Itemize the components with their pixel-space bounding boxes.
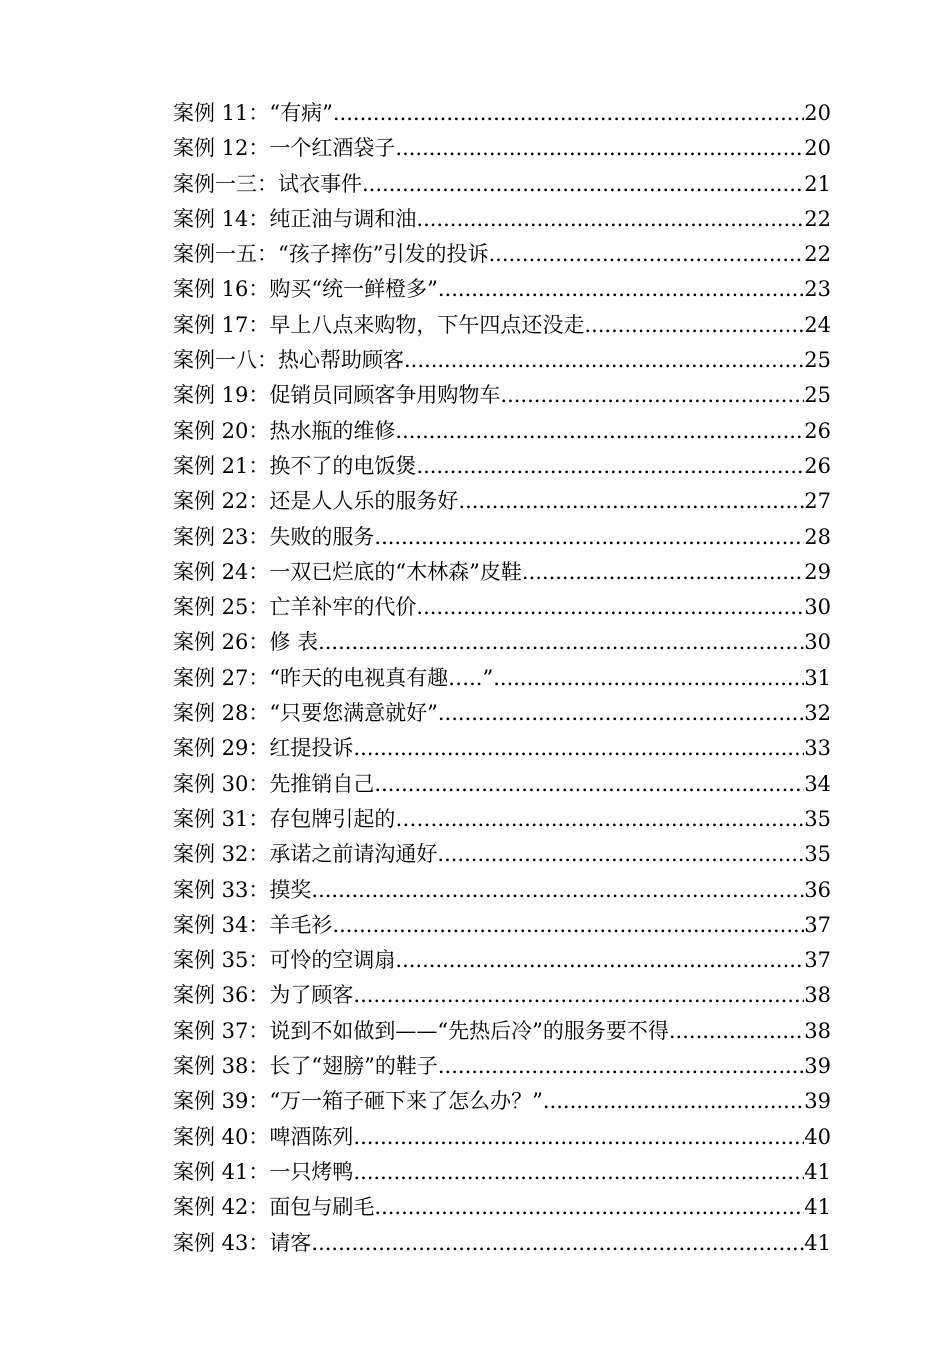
toc-dot-leader — [311, 873, 804, 908]
toc-entry-page-number: 26 — [804, 418, 831, 443]
toc-dot-leader — [669, 1014, 804, 1049]
toc-entry[interactable] — [173, 237, 831, 272]
toc-dot-leader — [438, 272, 804, 307]
toc-entry[interactable] — [173, 272, 831, 307]
toc-entry-page-number: 33 — [804, 736, 831, 761]
toc-entry-page-number: 26 — [804, 453, 831, 478]
toc-entry-page-number: 27 — [804, 489, 831, 514]
toc-entry-title: 案例 16：购买“统一鲜橙多” — [173, 277, 438, 302]
toc-entry[interactable] — [173, 978, 831, 1013]
toc-dot-leader — [353, 731, 804, 766]
toc-dot-leader — [584, 308, 804, 343]
toc-entry-title: 案例 14：纯正油与调和油 — [173, 206, 417, 231]
toc-entry[interactable] — [173, 696, 831, 731]
toc-entry-page-number: 35 — [804, 842, 831, 867]
toc-dot-leader — [395, 414, 804, 449]
toc-dot-leader — [437, 837, 804, 872]
toc-dot-leader — [353, 1155, 804, 1190]
toc-dot-leader — [438, 696, 804, 731]
toc-entry-title: 案例 30：先推销自己 — [173, 771, 375, 796]
toc-entry[interactable] — [173, 625, 831, 660]
toc-entry[interactable] — [173, 731, 831, 766]
toc-entry-page-number: 37 — [804, 948, 831, 973]
toc-entry-title: 案例 26：修 表 — [173, 630, 319, 655]
toc-entry-page-number: 25 — [804, 348, 831, 373]
toc-entry-page-number: 41 — [804, 1195, 831, 1220]
toc-entry[interactable] — [173, 96, 831, 131]
toc-entry-page-number: 41 — [804, 1230, 831, 1255]
toc-dot-leader — [522, 555, 804, 590]
toc-entry-title: 案例 31：存包牌引起的…… — [173, 806, 438, 831]
toc-dot-leader — [493, 661, 804, 696]
toc-entry[interactable] — [173, 661, 831, 696]
toc-entry[interactable] — [173, 308, 831, 343]
toc-dot-leader — [416, 449, 804, 484]
toc-dot-leader — [500, 378, 804, 413]
toc-entry[interactable] — [173, 1049, 831, 1084]
toc-entry-page-number: 39 — [804, 1054, 831, 1079]
toc-dot-leader — [458, 484, 804, 519]
toc-entry-title: 案例 24：一双已烂底的“木林森”皮鞋 — [173, 559, 522, 584]
toc-entry-page-number: 30 — [804, 595, 831, 620]
toc-entry[interactable] — [173, 873, 831, 908]
toc-entry[interactable] — [173, 202, 831, 237]
toc-entry-page-number: 38 — [804, 1018, 831, 1043]
toc-entry[interactable] — [173, 590, 831, 625]
toc-entry-page-number: 21 — [804, 171, 831, 196]
toc-entry-page-number: 20 — [804, 101, 831, 125]
toc-dot-leader — [416, 590, 804, 625]
toc-dot-leader — [362, 167, 804, 202]
toc-entry-title: 案例 28：“只要您满意就好” — [173, 701, 438, 726]
toc-entry-title: 案例 23：失败的服务 — [173, 524, 375, 549]
toc-dot-leader — [395, 943, 804, 978]
toc-entry[interactable] — [173, 343, 831, 378]
toc-entry[interactable] — [173, 1226, 831, 1261]
toc-entry-page-number: 39 — [804, 1089, 831, 1114]
toc-entry-title: 案例 25：亡羊补牢的代价 — [173, 595, 417, 620]
toc-entry-title: 案例 33：摸奖 — [173, 877, 312, 902]
toc-entry-title: 案例 35：可怜的空调扇 — [173, 948, 396, 973]
toc-entry-page-number: 24 — [804, 312, 831, 337]
toc-entry-page-number: 41 — [804, 1159, 831, 1184]
toc-entry[interactable] — [173, 1190, 831, 1225]
toc-dot-leader — [311, 1226, 804, 1261]
toc-entry-title: 案例 32：承诺之前请沟通好 — [173, 842, 438, 867]
toc-entry-title: 案例 22：还是人人乐的服务好 — [173, 489, 459, 514]
toc-entry-title: 案例 39：“万一箱子砸下来了怎么办？” — [173, 1089, 543, 1114]
toc-entry-page-number: 36 — [804, 877, 831, 902]
toc-entry-page-number: 23 — [804, 277, 831, 302]
toc-entry-title: 案例 17：早上八点来购物，下午四点还没走 — [173, 312, 585, 337]
toc-dot-leader — [438, 1049, 804, 1084]
toc-entry-page-number: 37 — [804, 912, 831, 937]
toc-entry[interactable] — [173, 837, 831, 872]
toc-entry[interactable] — [173, 1084, 831, 1119]
toc-entry[interactable] — [173, 555, 831, 590]
toc-entry-title: 案例 37：说到不如做到——“先热后冷”的服务要不得 — [173, 1018, 669, 1043]
toc-dot-leader — [404, 343, 804, 378]
toc-entry-page-number: 34 — [804, 771, 831, 796]
toc-entry-page-number: 40 — [804, 1124, 831, 1149]
toc-entry-title: 案例 42：面包与刷毛 — [173, 1195, 375, 1220]
toc-entry-page-number: 28 — [804, 524, 831, 549]
toc-entry-page-number: 35 — [804, 806, 831, 831]
toc-entry-page-number: 29 — [804, 559, 831, 584]
toc-entry[interactable] — [173, 802, 831, 837]
toc-dot-leader — [333, 96, 804, 131]
toc-entry-title: 案例 36：为了顾客 — [173, 983, 354, 1008]
toc-entry-page-number: 22 — [804, 206, 831, 231]
toc-dot-leader — [416, 202, 804, 237]
toc-entry-title: 案例 21：换不了的电饭煲 — [173, 453, 417, 478]
toc-dot-leader — [543, 1084, 804, 1119]
toc-dot-leader — [395, 131, 804, 166]
toc-entry[interactable] — [173, 1120, 831, 1155]
toc-dot-leader — [488, 237, 804, 272]
toc-entry-title: 案例 20：热水瓶的维修 — [173, 418, 396, 443]
toc-entry-page-number: 32 — [804, 701, 831, 726]
toc-entry[interactable] — [173, 943, 831, 978]
toc-dot-leader — [374, 1190, 804, 1225]
toc-entry-page-number: 20 — [804, 136, 831, 161]
toc-entry-title: 案例 34：羊毛衫 — [173, 912, 333, 937]
toc-dot-leader — [353, 978, 804, 1013]
toc-entry-title: 案例一三：试衣事件 — [173, 171, 362, 196]
toc-entry[interactable] — [173, 449, 831, 484]
toc-dot-leader — [437, 802, 804, 837]
toc-dot-leader — [374, 520, 804, 555]
toc-dot-leader — [374, 767, 804, 802]
toc-entry-page-number: 22 — [804, 242, 831, 267]
toc-entry[interactable] — [173, 908, 831, 943]
toc-dot-leader — [332, 908, 804, 943]
toc-entry[interactable] — [173, 767, 831, 802]
toc-entry-page-number: 25 — [804, 383, 831, 408]
toc-entry[interactable] — [173, 131, 831, 166]
toc-entry-title: 案例 27：“昨天的电视真有趣…..” — [173, 665, 494, 690]
toc-entry-title: 案例一八：热心帮助顾客 — [173, 348, 404, 373]
toc-entry-title: 案例一五：“孩子摔伤”引发的投诉 — [173, 242, 489, 267]
toc-entry-page-number: 30 — [804, 630, 831, 655]
toc-entry-title: 案例 41：一只烤鸭 — [173, 1159, 354, 1184]
toc-entry-title: 案例 11：“有病” — [173, 101, 333, 125]
toc-entry-page-number: 31 — [804, 665, 831, 690]
toc-entry-title: 案例 38：长了“翅膀”的鞋子 — [173, 1054, 438, 1079]
toc-entry-title: 案例 43：请客 — [173, 1230, 312, 1255]
toc-entry[interactable] — [173, 167, 831, 202]
toc-dot-leader — [318, 625, 804, 660]
toc-entry[interactable] — [173, 1155, 831, 1190]
toc-entry[interactable] — [173, 520, 831, 555]
toc-dot-leader — [353, 1120, 804, 1155]
toc-entry-title: 案例 19：促销员同顾客争用购物车 — [173, 383, 501, 408]
toc-entry[interactable] — [173, 414, 831, 449]
toc-entry-page-number: 38 — [804, 983, 831, 1008]
toc-entry-title: 案例 40：啤酒陈列 — [173, 1124, 354, 1149]
toc-entry-title: 案例 29：红提投诉 — [173, 736, 354, 761]
toc-entry[interactable] — [173, 378, 831, 413]
table-of-contents — [173, 96, 831, 1261]
toc-entry[interactable] — [173, 1014, 831, 1049]
toc-entry-title: 案例 12：一个红酒袋子 — [173, 136, 396, 161]
toc-entry[interactable] — [173, 484, 831, 519]
